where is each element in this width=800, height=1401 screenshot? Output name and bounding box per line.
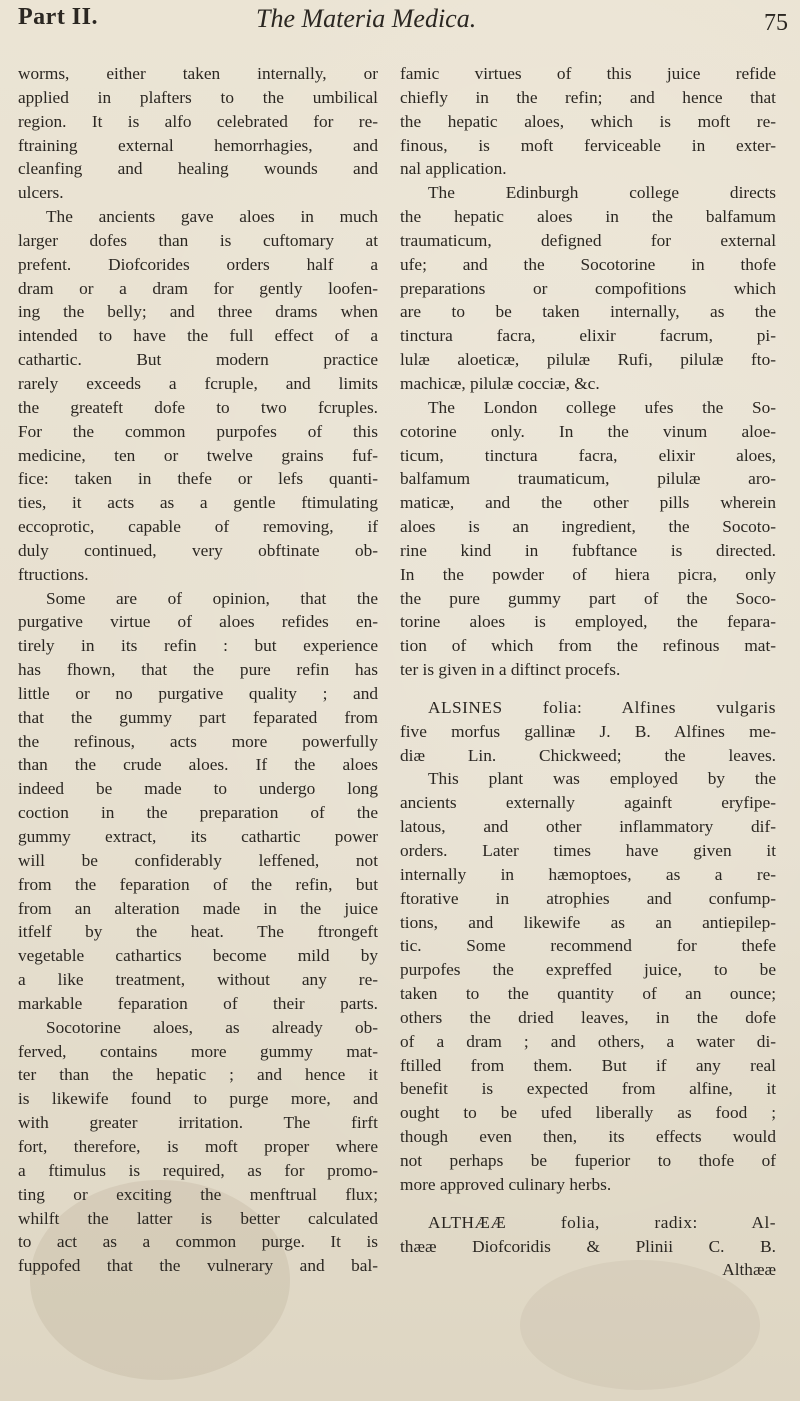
text-line: dram or a dram for gently loofen- [18,278,378,298]
text-line: the greateft dofe to two fcruples. [18,397,378,417]
text-line: preparations or compofitions which [400,278,776,298]
text-line: more approved culinary herbs. [400,1174,612,1194]
text-line: This plant was employed by the [428,769,776,789]
page-number: 75 [764,10,788,36]
text-line: is likewife found to purge more, and [18,1089,378,1109]
text-line: tinctura facra, elixir facrum, pi- [400,326,776,346]
text-line: ting or exciting the menftrual flux; [18,1184,378,1204]
text-line: ulcers. [18,183,64,203]
text-line: ancients externally againft eryfipe- [400,793,776,813]
text-line: ufe; and the Socotorine in thofe [400,254,776,274]
text-line: five morfus gallinæ J. B. Alfines me- [400,721,776,741]
text-line: ftilled from them. But if any real [400,1055,776,1075]
text-line: ter is given in a diftinct procefs. [400,660,621,680]
text-line: duly continued, very obftinate ob- [18,540,378,560]
text-line: benefit is expected from alfine, it [400,1079,776,1099]
text-line: ties, it acts as a gentle ftimulating [18,493,378,513]
text-line: famic virtues of this juice refide [400,64,776,83]
text-line: rine kind in fubftance is directed. [400,540,776,560]
text-line: Some are of opinion, that the [46,588,378,608]
text-line: latous, and other inflammatory dif- [400,817,776,837]
text-line: lulæ aloeticæ, pilulæ Rufi, pilulæ fto- [400,350,776,370]
text-line: tic. Some recommend for thefe [400,936,776,956]
text-line: balfamum traumaticum, pilulæ aro- [400,469,776,489]
text-line: orders. Later times have given it [400,841,776,860]
text-line: indeed be made to undergo long [18,779,378,799]
text-line: eccoprotic, capable of removing, if [18,517,378,537]
left-text-column [18,62,378,1278]
text-line: than the crude aloes. If the aloes [18,755,378,775]
text-line: coction in the preparation of the [18,803,378,823]
text-line: others the dried leaves, in the dofe [400,1007,776,1027]
text-line: of a dram ; and others, a water di- [400,1031,776,1051]
text-line: aloes is an ingredient, the Socoto- [400,517,776,537]
text-line: The ancients gave aloes in much [46,207,378,227]
text-line: thææ Diofcoridis & Plinii C. B. [400,1236,776,1256]
text-line: a like treatment, without any re- [18,970,378,990]
running-header [18,4,788,40]
text-line: tion of which from the refinous mat- [400,636,776,656]
running-title: The Materia Medica. [256,4,477,33]
text-line: Althææ [722,1260,776,1280]
text-line: ferved, contains more gummy mat- [18,1041,378,1061]
right-text-column [400,62,776,1282]
text-line: ALTHÆÆ folia, radix: Al- [428,1212,776,1232]
text-line: that the gummy part feparated from [18,707,378,727]
text-line: worms, either taken internally, or [18,64,378,83]
part-label: Part II. [18,4,98,30]
text-line: rarely exceeds a fcruple, and limits [18,373,378,393]
text-line: taken to the quantity of an ounce; [400,984,776,1004]
text-line: with greater irritation. The firft [18,1113,378,1133]
text-line: ticum, tinctura facra, elixir aloes, [400,445,776,465]
text-line: tirely in its refin : but experience [18,636,378,656]
text-line: The London college ufes the So- [428,397,776,417]
text-line: chiefly in the refin; and hence that [400,87,776,107]
text-line: itfelf by the heat. The ftrongeft [18,922,378,942]
text-line: the refinous, acts more powerfully [18,731,378,751]
text-line: gummy extract, its cathartic power [18,827,378,846]
text-line: the pure gummy part of the Soco- [400,588,776,608]
text-line: In the powder of hiera picra, only [400,564,776,584]
text-line: are to be taken internally, as the [400,302,776,322]
text-line: vegetable cathartics become mild by [18,946,378,966]
text-line: ter than the hepatic ; and hence it [18,1065,378,1085]
text-line: a ftimulus is required, as for promo- [18,1160,378,1180]
text-line: fort, therefore, is moft proper where [18,1136,378,1156]
text-line: For the common purpofes of this [18,421,378,441]
text-line: the hepatic aloes, which is moft re- [400,111,776,131]
text-line: has fhown, that the pure refin has [18,660,378,680]
text-line: intended to have the full effect of a [18,326,378,346]
text-line: little or no purgative quality ; and [18,683,378,703]
text-line: medicine, ten or twelve grains fuf- [18,445,378,465]
text-line: region. It is alfo celebrated for re- [18,111,378,131]
paragraph-gap [400,682,776,696]
text-line: fice: taken in thefe or lefs quanti- [18,469,378,489]
text-line: machicæ, pilulæ cocciæ, &c. [400,373,600,393]
text-line: prefent. Diofcorides orders half a [18,254,378,274]
text-line: from the feparation of the refin, but [18,874,378,894]
text-line: The Edinburgh college directs [428,183,776,203]
text-line: fuppofed that the vulnerary and bal- [18,1256,378,1276]
text-line: cleanfing and healing wounds and [18,159,378,179]
text-line: finous, is moft ferviceable in exter- [400,135,776,155]
text-line: ALSINES folia: Alfines vulgaris [428,697,776,717]
text-line: purpofes the expreffed juice, to be [400,960,776,980]
text-line: will be confiderably leffened, not [18,850,378,870]
text-line: torine aloes is employed, the fepara- [400,612,776,632]
text-line: the hepatic aloes in the balfamum [400,207,776,227]
text-line: ought to be ufed liberally as food ; [400,1103,776,1123]
text-line: though even then, its effects would [400,1127,776,1147]
text-line: internally in hæmoptoes, as a re- [400,864,776,884]
text-line: to act as a common purge. It is [18,1232,378,1252]
text-line: not perhaps be fuperior to thofe of [400,1150,776,1170]
text-line: markable feparation of their parts. [18,993,378,1013]
text-line: tions, and likewife as an antiepilep- [400,912,776,932]
paragraph-gap [400,1197,776,1211]
text-line: diæ Lin. Chickweed; the leaves. [400,745,776,765]
text-line: purgative virtue of aloes refides en- [18,612,378,632]
text-line: Socotorine aloes, as already ob- [46,1017,378,1037]
text-line: larger dofes than is cuftomary at [18,230,378,250]
text-line: ftructions. [18,564,89,584]
text-line: nal application. [400,159,507,179]
text-line: cathartic. But modern practice [18,350,378,370]
text-line: ftorative in atrophies and confump- [400,888,776,908]
text-line: applied in plafters to the umbilical [18,87,378,107]
text-line: from an alteration made in the juice [18,898,378,918]
text-line: ing the belly; and three drams when [18,302,378,322]
text-line: ftraining external hemorrhagies, and [18,135,378,155]
text-line: whilft the latter is better calculated [18,1208,378,1228]
text-line: maticæ, and the other pills wherein [400,493,776,513]
text-line: cotorine only. In the vinum aloe- [400,421,776,441]
text-line: traumaticum, defigned for external [400,230,776,250]
